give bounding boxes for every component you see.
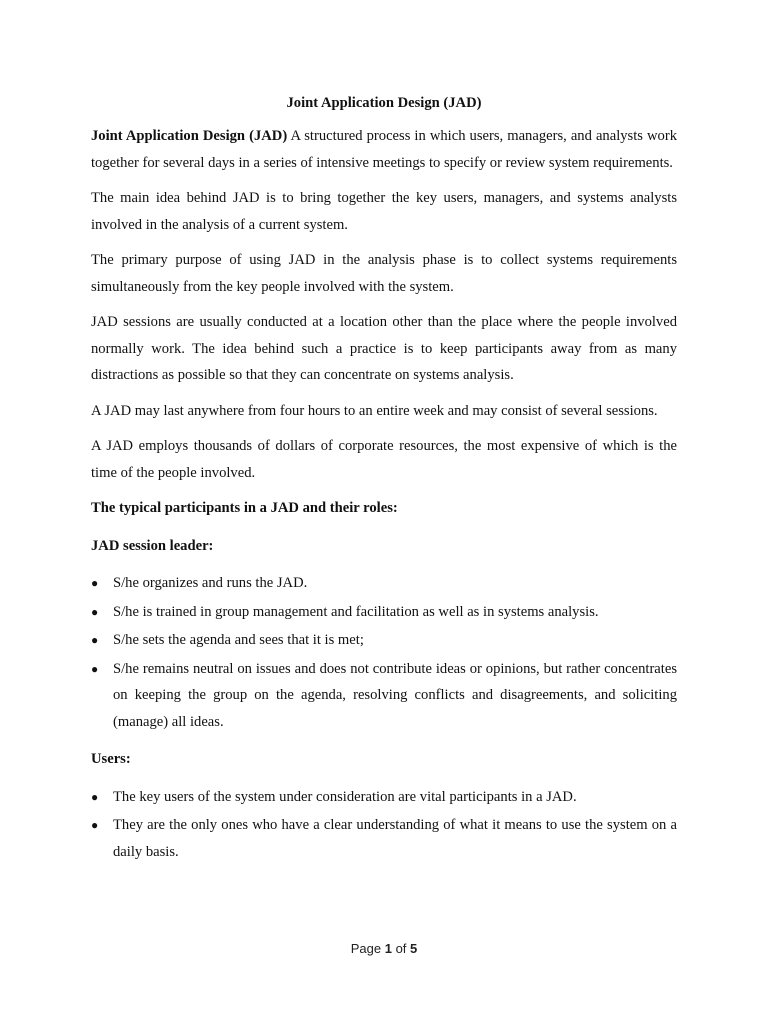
users-list	[91, 784, 677, 866]
list-item	[91, 656, 677, 736]
intro-definition: A structured process in which users, managers, and analysts work together for several days in a series of intensive meetings to specify or review system requirements.	[91, 128, 677, 171]
page-number: 1	[384, 941, 392, 956]
of-label: of	[395, 941, 407, 956]
list-item	[91, 784, 677, 811]
users-heading: Users:	[91, 751, 131, 767]
list-item-text: S/he remains neutral on issues and does not contribute ideas or opinions, but rather concentrates on keeping the group on the agenda, resolving conflicts and disagreements, and soliciting (manage) all ideas.	[113, 660, 677, 730]
session-leader-list	[91, 570, 677, 735]
page-total: 5	[410, 941, 418, 956]
list-item-text: They are the only ones who have a clear understanding of what it means to use the system on a daily basis.	[113, 817, 677, 860]
paragraph-location: JAD sessions are usually conducted at a location other than the place where the people involved normally work. The idea behind such a practice is to keep participants away from as many distractions as possible so that they can concentrate on systems analysis.	[91, 314, 677, 383]
page-footer	[0, 941, 768, 956]
intro-term: Joint Application Design (JAD)	[91, 128, 288, 144]
intro-paragraph	[91, 123, 677, 176]
document-body	[91, 92, 677, 876]
document-title: Joint Application Design (JAD)	[286, 95, 482, 111]
list-item	[91, 627, 677, 654]
paragraph-main-idea: The main idea behind JAD is to bring together the key users, managers, and systems analysts involved in the analysis of a current system.	[91, 190, 677, 233]
bullet-icon: ●	[91, 661, 99, 676]
list-item-text: The key users of the system under consideration are vital participants in a JAD.	[113, 788, 577, 805]
session-leader-heading: JAD session leader:	[91, 537, 214, 554]
list-item	[91, 570, 677, 597]
bullet-icon: ●	[91, 604, 99, 619]
list-item-text: S/he sets the agenda and sees that it is met;	[113, 632, 364, 648]
list-item-text: S/he is trained in group management and facilitation as well as in systems analysis.	[113, 603, 599, 620]
page-label: Page	[350, 941, 382, 956]
participants-heading: The typical participants in a JAD and their roles:	[91, 500, 398, 516]
bullet-icon: ●	[91, 633, 99, 647]
paragraph-cost: A JAD employs thousands of dollars of corporate resources, the most expensive of which is the time of the people involved.	[91, 438, 677, 481]
paragraph-purpose: The primary purpose of using JAD in the analysis phase is to collect systems requirements simultaneously from the key people involved with the system.	[91, 252, 677, 295]
bullet-icon: ●	[91, 576, 99, 590]
bullet-icon: ●	[91, 789, 99, 804]
list-item	[91, 812, 677, 865]
bullet-icon: ●	[91, 818, 99, 832]
list-item-text: S/he organizes and runs the JAD.	[113, 575, 308, 591]
paragraph-duration: A JAD may last anywhere from four hours to an entire week and may consist of several sessions.	[91, 402, 658, 419]
list-item	[91, 599, 677, 626]
